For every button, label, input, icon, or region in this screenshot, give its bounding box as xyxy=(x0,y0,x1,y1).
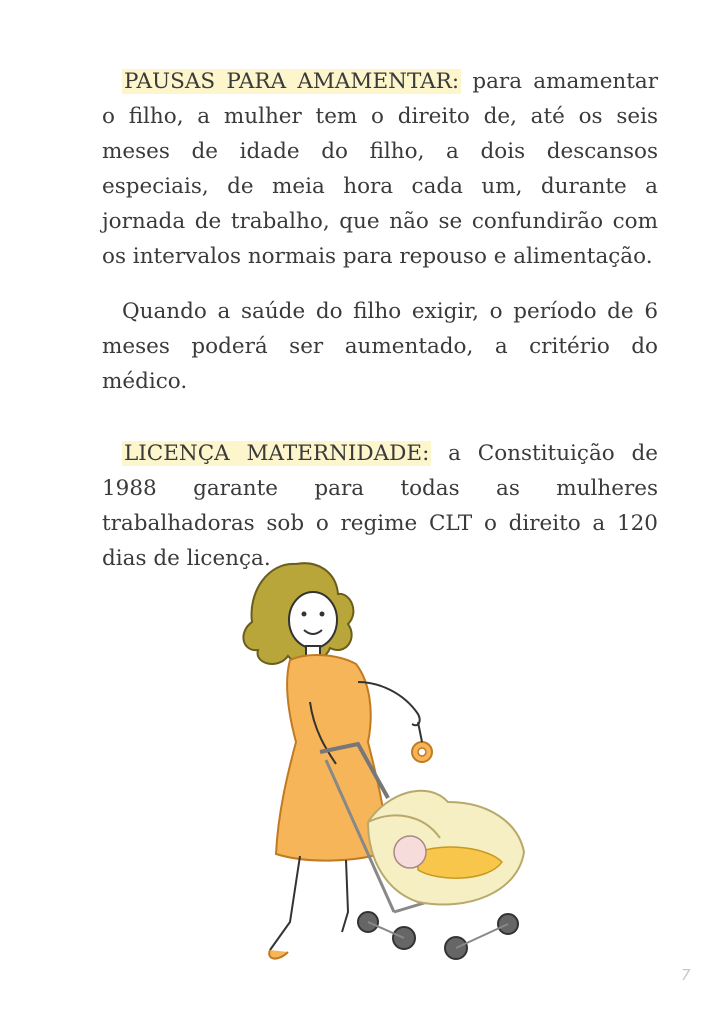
section-heading-breastfeeding: PAUSAS PARA AMAMENTAR: xyxy=(124,69,460,94)
face xyxy=(289,592,337,648)
baby-head xyxy=(394,836,426,868)
paragraph-extension xyxy=(102,294,658,399)
page-number: 7 xyxy=(681,966,691,984)
paragraph-body: a Constituição de 1988 garante para todas as mulheres trabalhadoras sob o regime CLT o direito a 120 dias de licença. xyxy=(102,441,659,571)
paragraph-breastfeeding-breaks xyxy=(102,64,658,274)
paragraph-body: para amamentar o filho, a mulher tem o direito de, até os seis meses de idade do filho, a dois descansos especiais, de meia hora cada um, durante a jornada de trabalho, que não se confundirão com os intervalos normais para repouso e alimentação. xyxy=(102,69,658,269)
section-heading-maternity-leave: LICENÇA MATERNIDADE: xyxy=(124,441,430,466)
mother-with-stroller-illustration xyxy=(218,552,538,972)
paragraph-body: Quando a saúde do filho exigir, o período de 6 meses poderá ser aumentado, a critério do médico. xyxy=(102,299,658,394)
